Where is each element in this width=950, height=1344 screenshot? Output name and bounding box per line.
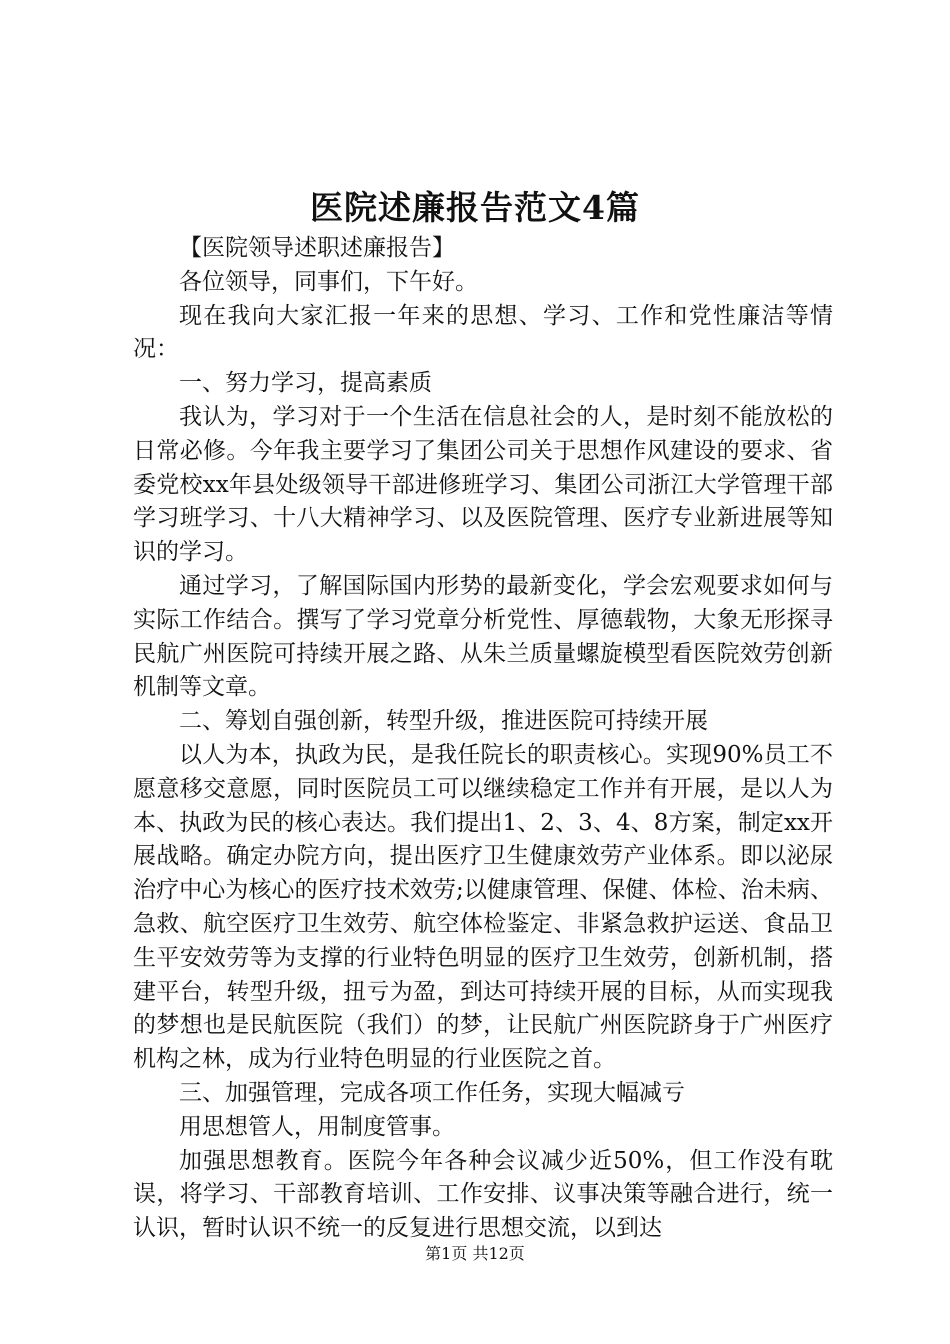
innovation-paragraph: 以人为本，执政为民，是我任院长的职责核心。实现90%员工不愿意移交意愿，同时医院员工可以继续稳定工作并有开展，是以人为本、执政为民的核心表达。我们提出1、2、3、4、8方案，制定xx开展战略。确定办院方向，提出医疗卫生健康效劳产业体系。即以泌尿治疗中心为核心的医疗技术效劳;以健康管理、保健、体检、治未病、急救、航空医疗卫生效劳、航空体检鉴定、非紧急救护运送、食品卫生平安效劳等为支撑的行业特色明显的医疗卫生效劳，创新机制，搭建平台，转型升级，扭亏为盈，到达可持续开展的目标，从而实现我的梦想也是民航医院（我们）的梦，让民航广州医院跻身于广州医疗机构之林，成为行业特色明显的行业医院之首。 bbox=[133, 741, 833, 1073]
subheading-innovation: 二、筹划自强创新，转型升级，推进医院可持续开展 bbox=[179, 708, 708, 735]
page-number-footer: 第1页 共12页 bbox=[425, 1244, 525, 1263]
subheading-management: 三、加强管理，完成各项工作任务，实现大幅减亏 bbox=[179, 1079, 685, 1106]
document-title: 医院述廉报告范文4篇 bbox=[310, 188, 640, 227]
subheading-study: 一、努力学习，提高素质 bbox=[179, 370, 432, 397]
section-heading-paragraph: 【医院领导述职述廉报告】 bbox=[179, 235, 455, 261]
study-result-paragraph: 通过学习，了解国际国内形势的最新变化，学会宏观要求如何与实际工作结合。撰写了学习党章分析党性、厚德载物，大象无形探寻民航广州医院可持续开展之路、从朱兰质量螺旋模型看医院效劳创新机制等文章。 bbox=[133, 572, 833, 701]
greeting-paragraph: 各位领导，同事们，下午好。 bbox=[179, 268, 478, 295]
intro-paragraph: 现在我向大家汇报一年来的思想、学习、工作和党性廉洁等情况： bbox=[133, 302, 833, 363]
management-principle-paragraph: 用思想管人，用制度管事。 bbox=[179, 1113, 455, 1140]
study-paragraph: 我认为，学习对于一个生活在信息社会的人，是时刻不能放松的日常必修。今年我主要学习了集团公司关于思想作风建设的要求、省委党校xx年县处级领导干部进修班学习、集团公司浙江大学管理干部学习班学习、十八大精神学习、以及医院管理、医疗专业新进展等知识的学习。 bbox=[133, 403, 833, 566]
document-body bbox=[133, 232, 833, 1246]
education-paragraph: 加强思想教育。医院今年各种会议减少近50%，但工作没有耽误，将学习、干部教育培训、工作安排、议事决策等融合进行，统一认识，暂时认识不统一的反复进行思想交流，以到达 bbox=[133, 1147, 833, 1242]
